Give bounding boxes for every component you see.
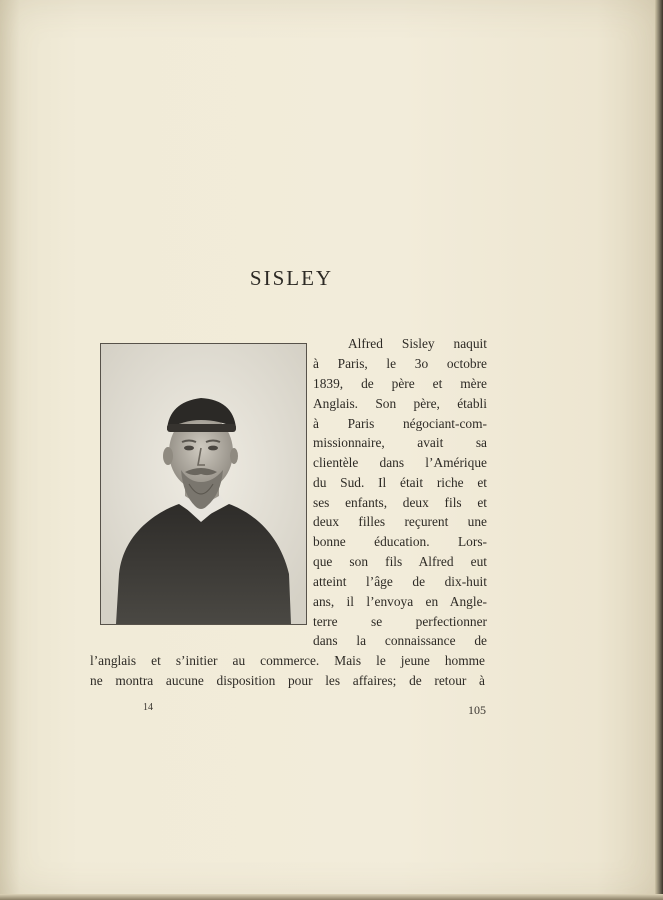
text-line: missionnaire, avait sa xyxy=(313,435,487,450)
text-line: Alfred Sisley naquit xyxy=(348,336,487,351)
text-line: clientèle dans l’Amérique xyxy=(313,455,487,470)
portrait-photo xyxy=(100,343,307,625)
signature-mark: 14 xyxy=(143,702,153,713)
text-line: à Paris négociant-com- xyxy=(313,416,487,431)
text-line: Anglais. Son père, établi xyxy=(313,396,487,411)
page-number: 105 xyxy=(468,703,486,717)
page-bottom-edge xyxy=(0,894,663,900)
text-line: du Sud. Il était riche et xyxy=(313,475,487,490)
text-line: deux filles reçurent une xyxy=(313,514,487,529)
text-line: à Paris, le 3o octobre xyxy=(313,356,487,371)
text-line: 1839, de père et mère xyxy=(313,376,487,391)
text-line: ses enfants, deux fils et xyxy=(313,495,487,510)
text-line: l’anglais et s’initier au commerce. Mais le jeune homme xyxy=(90,653,485,668)
text-line: bonne éducation. Lors- xyxy=(313,534,487,549)
page-title: SISLEY xyxy=(249,266,334,290)
text-line: dans la connaissance de xyxy=(313,633,487,648)
page-edge xyxy=(655,0,663,900)
text-line: ne montra aucune disposition pour les affaires; de retour à xyxy=(90,673,485,688)
text-line: atteint l’âge de dix-huit xyxy=(313,574,487,589)
text-line: que son fils Alfred eut xyxy=(313,554,487,569)
text-line: terre se perfectionner xyxy=(313,614,487,629)
text-line: ans, il l’envoya en Angle- xyxy=(313,594,487,609)
